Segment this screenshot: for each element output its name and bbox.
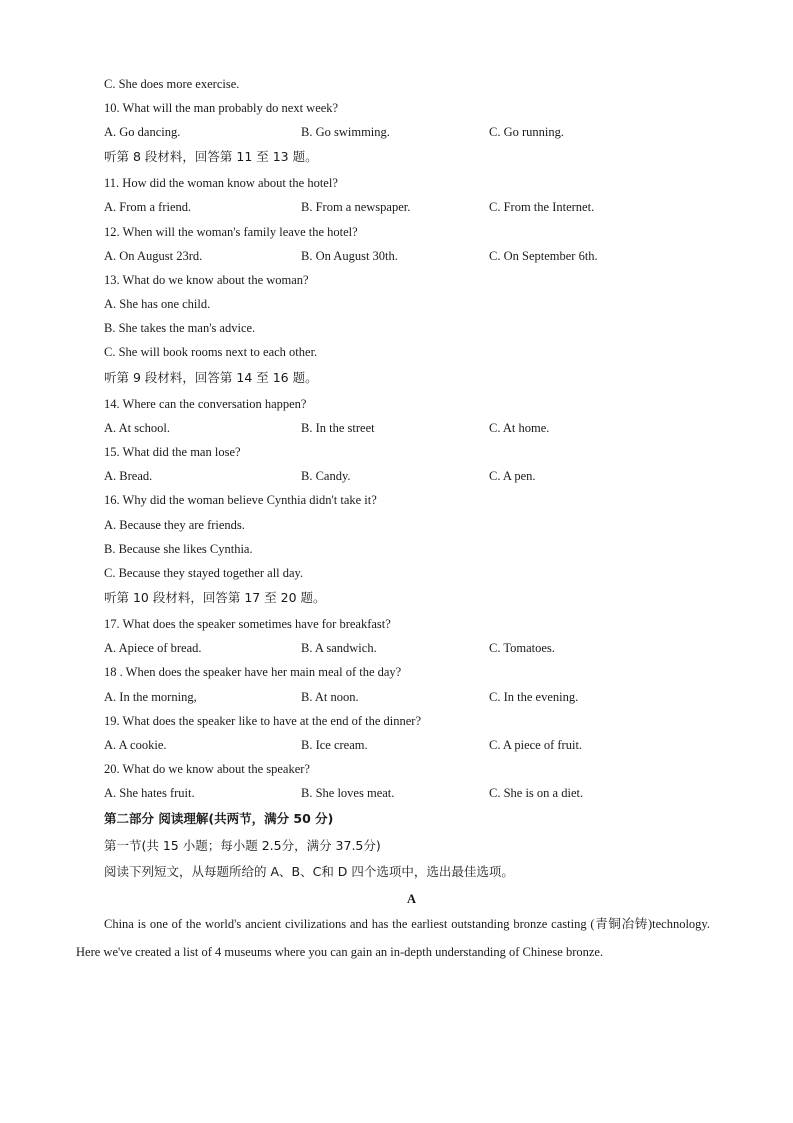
question-17: 17. What does the speaker sometimes have for breakfast?: [104, 617, 391, 631]
q17-option-a: A. Apiece of bread.: [104, 641, 202, 655]
q15-option-c: C. A pen.: [489, 469, 536, 483]
question-10: 10. What will the man probably do next week?: [104, 101, 339, 115]
q18-option-a: A. In the morning,: [104, 690, 197, 704]
q9-option-c: C. She does more exercise.: [104, 77, 240, 91]
section-9-instruction: 听第 9 段材料，回答第 14 至 16 题。: [104, 370, 318, 385]
q13-option-c: C. She will book rooms next to each other.: [104, 345, 318, 359]
q13-option-a: A. She has one child.: [104, 297, 211, 311]
question-20: 20. What do we know about the speaker?: [104, 762, 310, 776]
question-15: 15. What did the man lose?: [104, 445, 241, 459]
q18-option-c: C. In the evening.: [489, 690, 579, 704]
q15-option-b: B. Candy.: [301, 469, 351, 483]
section-1-heading: 第一节(共 15 小题；每小题 2.5分，满分 37.5分): [104, 838, 381, 853]
question-16: 16. Why did the woman believe Cynthia didn't take it?: [104, 493, 377, 507]
q12-option-a: A. On August 23rd.: [104, 249, 203, 263]
part-2-heading: 第二部分 阅读理解(共两节，满分 50 分): [104, 811, 334, 826]
q12-option-b: B. On August 30th.: [301, 249, 398, 263]
q19-option-b: B. Ice cream.: [301, 738, 368, 752]
q11-option-a: A. From a friend.: [104, 200, 192, 214]
q11-option-c: C. From the Internet.: [489, 200, 595, 214]
q16-option-c: C. Because they stayed together all day.: [104, 566, 304, 580]
q11-option-b: B. From a newspaper.: [301, 200, 411, 214]
q17-option-b: B. A sandwich.: [301, 641, 377, 655]
q14-option-b: B. In the street: [301, 421, 375, 435]
q20-option-a: A. She hates fruit.: [104, 786, 195, 800]
question-11: 11. How did the woman know about the hotel?: [104, 176, 338, 190]
q20-option-c: C. She is on a diet.: [489, 786, 584, 800]
q14-option-a: A. At school.: [104, 421, 170, 435]
q17-option-c: C. Tomatoes.: [489, 641, 555, 655]
section-8-instruction: 听第 8 段材料，回答第 11 至 13 题。: [104, 149, 318, 164]
q13-option-b: B. She takes the man's advice.: [104, 321, 256, 335]
question-13: 13. What do we know about the woman?: [104, 273, 309, 287]
reading-instruction: 阅读下列短文，从每题所给的 A、B、C和 D 四个选项中，选出最佳选项。: [104, 864, 514, 879]
q10-option-a: A. Go dancing.: [104, 125, 181, 139]
q16-option-a: A. Because they are friends.: [104, 518, 245, 532]
q19-option-a: A. A cookie.: [104, 738, 167, 752]
passage-title: A: [406, 892, 417, 906]
question-14: 14. Where can the conversation happen?: [104, 397, 307, 411]
passage-paragraph: China is one of the world's ancient civilizations and has the earliest outstanding bronze casting (青铜冶铸)technology. Here we've created a list of 4 museums where you can gain an in-depth understanding of Chinese bronze.: [76, 917, 710, 959]
q19-option-c: C. A piece of fruit.: [489, 738, 583, 752]
q18-option-b: B. At noon.: [301, 690, 359, 704]
section-10-instruction: 听第 10 段材料，回答第 17 至 20 题。: [104, 590, 326, 605]
q15-option-a: A. Bread.: [104, 469, 153, 483]
q12-option-c: C. On September 6th.: [489, 249, 598, 263]
q14-option-c: C. At home.: [489, 421, 550, 435]
question-12: 12. When will the woman's family leave the hotel?: [104, 225, 358, 239]
q16-option-b: B. Because she likes Cynthia.: [104, 542, 253, 556]
q20-option-b: B. She loves meat.: [301, 786, 395, 800]
q10-option-b: B. Go swimming.: [301, 125, 390, 139]
q10-option-c: C. Go running.: [489, 125, 564, 139]
question-19: 19. What does the speaker like to have at the end of the dinner?: [104, 714, 422, 728]
question-18: 18 . When does the speaker have her main meal of the day?: [104, 665, 402, 679]
